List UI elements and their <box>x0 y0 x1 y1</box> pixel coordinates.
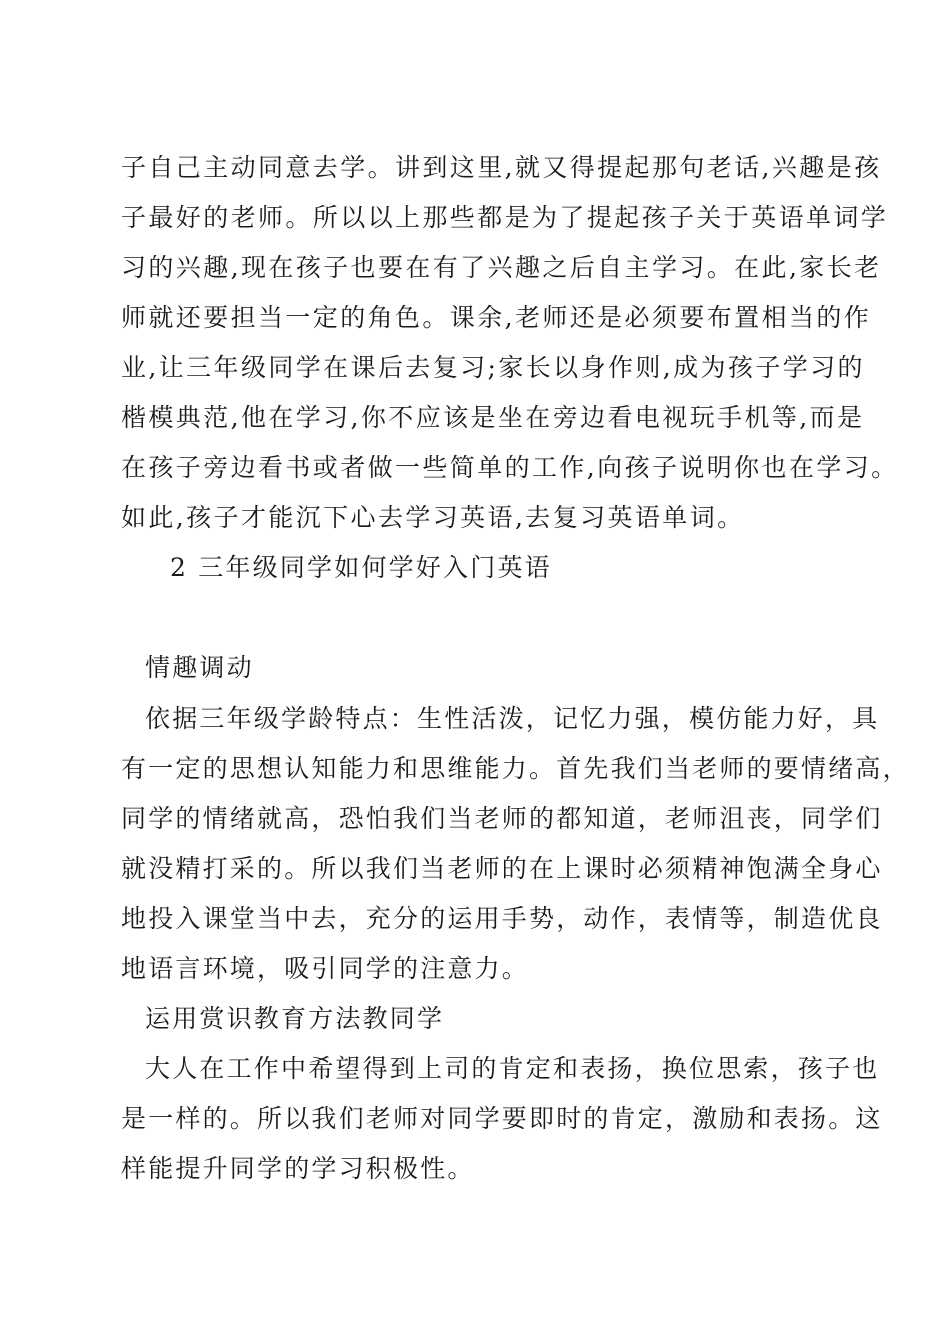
paragraph-line: 习的兴趣,现在孩子也要在有了兴趣之后自主学习。在此,家长老 <box>121 253 882 282</box>
paragraph-line: 大人在工作中希望得到上司的肯定和表扬，换位思索，孩子也 <box>145 1054 880 1083</box>
paragraph-line: 楷模典范,他在学习,你不应该是坐在旁边看电视玩手机等,而是 <box>121 403 865 432</box>
paragraph-line: 在孩子旁边看书或者做一些简单的工作,向孩子说明你也在学习。 <box>121 453 899 482</box>
section-heading: 2 三年级同学如何学好入门英语 <box>170 553 552 582</box>
paragraph-line: 师就还要担当一定的角色。课余,老师还是必须要布置相当的作 <box>121 303 872 332</box>
paragraph-line: 业,让三年级同学在课后去复习;家长以身作则,成为孩子学习的 <box>121 353 865 382</box>
subsection-title: 运用赏识教育方法教同学 <box>145 1004 445 1033</box>
paragraph-line: 地语言环境，吸引同学的注意力。 <box>121 954 530 983</box>
paragraph-line: 样能提升同学的学习积极性。 <box>121 1154 475 1183</box>
paragraph-line: 就没精打采的。所以我们当老师的在上课时必须精神饱满全身心 <box>121 854 883 883</box>
paragraph-line: 子自己主动同意去学。讲到这里,就又得提起那句老话,兴趣是孩 <box>121 153 882 182</box>
paragraph-line: 依据三年级学龄特点：生性活泼，记忆力强，模仿能力好，具 <box>145 704 880 733</box>
paragraph-line: 子最好的老师。所以以上那些都是为了提起孩子关于英语单词学 <box>121 203 889 232</box>
paragraph-line: 同学的情绪就高，恐怕我们当老师的都知道，老师沮丧，同学们 <box>121 804 883 833</box>
subsection-title: 情趣调动 <box>145 653 254 682</box>
paragraph-line: 如此,孩子才能沉下心去学习英语,去复习英语单词。 <box>121 503 745 532</box>
paragraph-line: 有一定的思想认知能力和思维能力。首先我们当老师的要情绪高， <box>121 754 910 783</box>
paragraph-line: 是一样的。所以我们老师对同学要即时的肯定，激励和表扬。这 <box>121 1104 883 1133</box>
paragraph-line: 地投入课堂当中去，充分的运用手势，动作，表情等，制造优良 <box>121 904 883 933</box>
